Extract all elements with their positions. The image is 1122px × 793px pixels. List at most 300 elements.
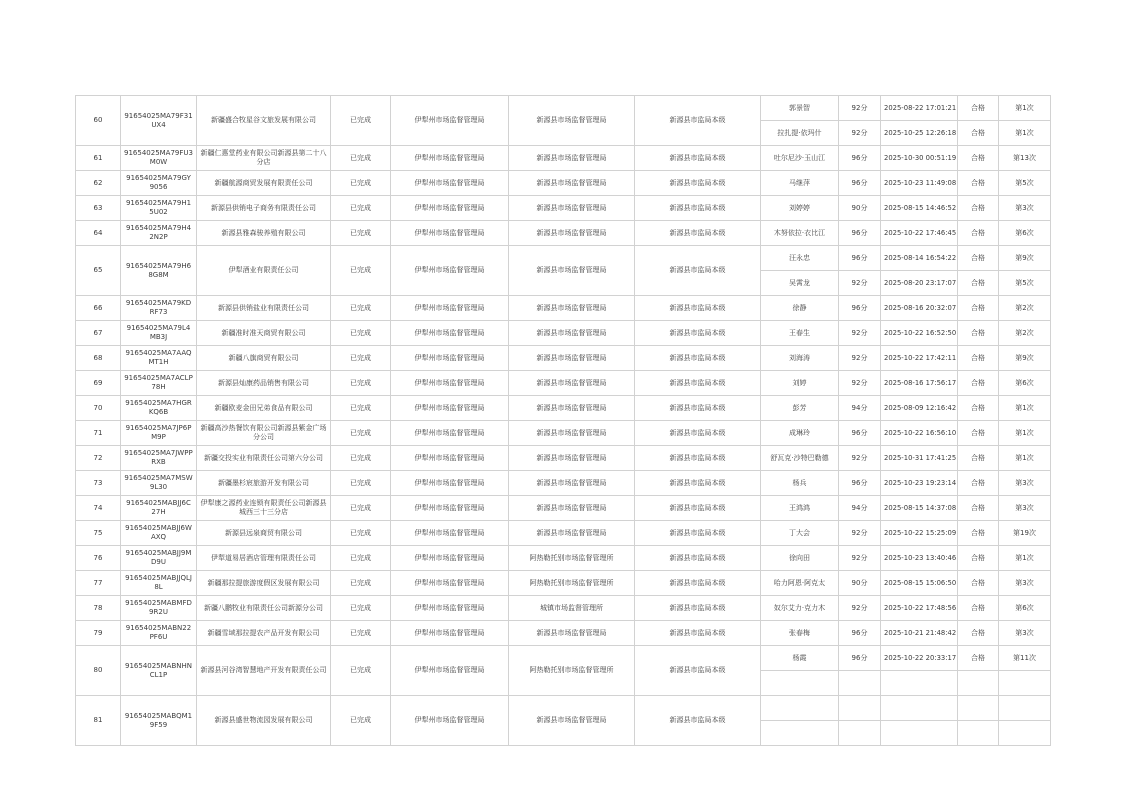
cell-inspector-name: 徐静 (761, 296, 839, 321)
cell-score: 92分 (839, 121, 881, 146)
cell-status: 已完成 (331, 421, 391, 446)
cell-inspector-name: 舒瓦克·沙特巴勒德 (761, 446, 839, 471)
cell-status: 已完成 (331, 571, 391, 596)
cell-score: 92分 (839, 321, 881, 346)
cell-times: 第9次 (999, 346, 1051, 371)
cell-row-no: 80 (76, 646, 121, 696)
cell-city-bureau: 伊犁州市场监督管理局 (391, 646, 509, 696)
cell-row-no: 79 (76, 621, 121, 646)
cell-result: 合格 (958, 296, 999, 321)
cell-score: 96分 (839, 646, 881, 671)
cell-row-no: 77 (76, 571, 121, 596)
cell-score: 90分 (839, 571, 881, 596)
cell-row-no: 66 (76, 296, 121, 321)
cell-times: 第11次 (999, 646, 1051, 671)
cell-city-bureau: 伊犁州市场监督管理局 (391, 471, 509, 496)
cell-times: 第6次 (999, 596, 1051, 621)
cell-status: 已完成 (331, 521, 391, 546)
cell-company-name: 新疆仁惠堂药业有限公司新源县第二十八分店 (197, 146, 331, 171)
cell-date: 2025-10-22 16:52:50 (881, 321, 958, 346)
cell-score: 92分 (839, 546, 881, 571)
cell-inspector-name: 汪永忠 (761, 246, 839, 271)
cell-score: 92分 (839, 596, 881, 621)
cell-level-bureau: 新源县市监局本级 (635, 146, 761, 171)
table-row (76, 696, 1051, 721)
cell-date (881, 696, 958, 721)
table-row (76, 621, 1051, 646)
cell-date: 2025-10-22 15:25:09 (881, 521, 958, 546)
cell-inspector-name: 奴尔艾力·克力木 (761, 596, 839, 621)
cell-row-no: 74 (76, 496, 121, 521)
cell-date: 2025-10-25 12:26:18 (881, 121, 958, 146)
cell-company-name: 新源县雅森骏养殖有限公司 (197, 221, 331, 246)
cell-credit-code: 91654025MA79F31UX4 (121, 96, 197, 146)
cell-date: 2025-10-23 13:40:46 (881, 546, 958, 571)
cell-level-bureau: 新源县市监局本级 (635, 571, 761, 596)
cell-times: 第19次 (999, 521, 1051, 546)
cell-level-bureau: 新源县市监局本级 (635, 521, 761, 546)
cell-status: 已完成 (331, 546, 391, 571)
cell-company-name: 新源县供销盐业有限责任公司 (197, 296, 331, 321)
cell-row-no: 76 (76, 546, 121, 571)
cell-score: 92分 (839, 521, 881, 546)
cell-result: 合格 (958, 496, 999, 521)
cell-company-name: 新疆那拉提旅游度假区发展有限公司 (197, 571, 331, 596)
table-row (76, 546, 1051, 571)
cell-company-name: 新疆八旗商贸有限公司 (197, 346, 331, 371)
cell-county-bureau: 阿热勒托别市场监督管理所 (509, 546, 635, 571)
cell-times: 第3次 (999, 196, 1051, 221)
cell-credit-code: 91654025MA79H15U02 (121, 196, 197, 221)
table-row (76, 321, 1051, 346)
cell-score (839, 671, 881, 696)
cell-score: 96分 (839, 171, 881, 196)
cell-row-no: 70 (76, 396, 121, 421)
cell-level-bureau: 新源县市监局本级 (635, 471, 761, 496)
cell-date: 2025-10-21 21:48:42 (881, 621, 958, 646)
cell-credit-code: 91654025MA79L4MB3J (121, 321, 197, 346)
cell-status: 已完成 (331, 196, 391, 221)
cell-city-bureau: 伊犁州市场监督管理局 (391, 621, 509, 646)
cell-county-bureau: 新源县市场监督管理局 (509, 421, 635, 446)
cell-result: 合格 (958, 646, 999, 671)
cell-row-no: 63 (76, 196, 121, 221)
cell-credit-code: 91654025MA79H42N2P (121, 221, 197, 246)
cell-times: 第3次 (999, 571, 1051, 596)
table-row (76, 196, 1051, 221)
cell-county-bureau: 新源县市场监督管理局 (509, 96, 635, 146)
cell-date: 2025-10-22 17:48:56 (881, 596, 958, 621)
report-page-clip (75, 95, 1052, 729)
cell-date: 2025-10-23 19:23:14 (881, 471, 958, 496)
cell-row-no: 73 (76, 471, 121, 496)
cell-county-bureau: 新源县市场监督管理局 (509, 496, 635, 521)
cell-level-bureau: 新源县市监局本级 (635, 396, 761, 421)
cell-city-bureau: 伊犁州市场监督管理局 (391, 371, 509, 396)
cell-inspector-name (761, 671, 839, 696)
cell-status: 已完成 (331, 346, 391, 371)
cell-level-bureau: 新源县市监局本级 (635, 696, 761, 746)
cell-status: 已完成 (331, 696, 391, 746)
cell-county-bureau: 阿热勒托别市场监督管理所 (509, 571, 635, 596)
inspection-table (75, 95, 1051, 746)
cell-date: 2025-08-15 14:37:08 (881, 496, 958, 521)
cell-date: 2025-08-22 17:01:21 (881, 96, 958, 121)
cell-row-no: 64 (76, 221, 121, 246)
cell-result: 合格 (958, 121, 999, 146)
cell-county-bureau: 新源县市场监督管理局 (509, 171, 635, 196)
table-row (76, 521, 1051, 546)
cell-company-name: 新疆八鹏牧业有限责任公司新源分公司 (197, 596, 331, 621)
cell-level-bureau: 新源县市监局本级 (635, 96, 761, 146)
table-row (76, 221, 1051, 246)
cell-row-no: 75 (76, 521, 121, 546)
cell-result: 合格 (958, 246, 999, 271)
cell-city-bureau: 伊犁州市场监督管理局 (391, 146, 509, 171)
cell-city-bureau: 伊犁州市场监督管理局 (391, 396, 509, 421)
cell-city-bureau: 伊犁州市场监督管理局 (391, 321, 509, 346)
cell-times: 第5次 (999, 271, 1051, 296)
cell-company-name: 新疆航源商贸发展有限责任公司 (197, 171, 331, 196)
cell-date: 2025-08-14 16:54:22 (881, 246, 958, 271)
cell-result: 合格 (958, 171, 999, 196)
cell-date: 2025-10-23 11:49:08 (881, 171, 958, 196)
cell-company-name: 新源县供销电子商务有限责任公司 (197, 196, 331, 221)
cell-date: 2025-08-16 17:56:17 (881, 371, 958, 396)
cell-level-bureau: 新源县市监局本级 (635, 421, 761, 446)
cell-inspector-name: 马继萍 (761, 171, 839, 196)
cell-date: 2025-10-31 17:41:25 (881, 446, 958, 471)
cell-credit-code: 91654025MABJJQLJ8L (121, 571, 197, 596)
cell-times: 第5次 (999, 171, 1051, 196)
cell-row-no: 71 (76, 421, 121, 446)
cell-county-bureau: 新源县市场监督管理局 (509, 471, 635, 496)
cell-result: 合格 (958, 146, 999, 171)
cell-times: 第2次 (999, 296, 1051, 321)
cell-times: 第1次 (999, 546, 1051, 571)
table-row (76, 596, 1051, 621)
cell-credit-code: 91654025MA7ACLP78H (121, 371, 197, 396)
cell-date: 2025-08-09 12:16:42 (881, 396, 958, 421)
cell-row-no: 62 (76, 171, 121, 196)
cell-score: 96分 (839, 421, 881, 446)
cell-date: 2025-10-30 00:51:19 (881, 146, 958, 171)
cell-result: 合格 (958, 371, 999, 396)
cell-times: 第13次 (999, 146, 1051, 171)
cell-level-bureau: 新源县市监局本级 (635, 296, 761, 321)
cell-inspector-name: 刘婷 (761, 371, 839, 396)
cell-times: 第1次 (999, 96, 1051, 121)
cell-company-name: 新源县盛世物流园发展有限公司 (197, 696, 331, 746)
cell-county-bureau: 新源县市场监督管理局 (509, 371, 635, 396)
table-row (76, 171, 1051, 196)
table-row (76, 246, 1051, 271)
cell-inspector-name: 彭芳 (761, 396, 839, 421)
cell-score: 92分 (839, 346, 881, 371)
cell-status: 已完成 (331, 171, 391, 196)
cell-times: 第9次 (999, 246, 1051, 271)
cell-company-name: 新源县灿康药品销售有限公司 (197, 371, 331, 396)
cell-county-bureau: 新源县市场监督管理局 (509, 196, 635, 221)
cell-score: 96分 (839, 296, 881, 321)
cell-city-bureau: 伊犁州市场监督管理局 (391, 296, 509, 321)
cell-level-bureau: 新源县市监局本级 (635, 196, 761, 221)
cell-company-name: 新疆墨杉宸旅游开发有限公司 (197, 471, 331, 496)
cell-result: 合格 (958, 621, 999, 646)
cell-times: 第3次 (999, 621, 1051, 646)
table-row (76, 496, 1051, 521)
cell-level-bureau: 新源县市监局本级 (635, 621, 761, 646)
cell-inspector-name: 徐向田 (761, 546, 839, 571)
cell-company-name: 伊犁康之源药业连锁有限责任公司新源县城西三十三分店 (197, 496, 331, 521)
cell-score: 94分 (839, 496, 881, 521)
cell-date: 2025-08-15 15:06:50 (881, 571, 958, 596)
cell-status: 已完成 (331, 496, 391, 521)
cell-status: 已完成 (331, 596, 391, 621)
cell-empty (881, 721, 958, 746)
cell-inspector-name: 王鸿鸿 (761, 496, 839, 521)
cell-county-bureau: 新源县市场监督管理局 (509, 221, 635, 246)
cell-inspector-name: 王春生 (761, 321, 839, 346)
cell-city-bureau: 伊犁州市场监督管理局 (391, 421, 509, 446)
cell-county-bureau: 新源县市场监督管理局 (509, 146, 635, 171)
cell-score: 92分 (839, 446, 881, 471)
cell-county-bureau: 新源县市场监督管理局 (509, 521, 635, 546)
cell-credit-code: 91654025MA79KDRF73 (121, 296, 197, 321)
cell-level-bureau: 新源县市监局本级 (635, 321, 761, 346)
cell-empty (761, 721, 839, 746)
cell-date: 2025-10-22 17:42:11 (881, 346, 958, 371)
cell-date: 2025-10-22 17:46:45 (881, 221, 958, 246)
cell-times: 第1次 (999, 396, 1051, 421)
cell-empty (999, 721, 1051, 746)
cell-credit-code: 91654025MA79FU3M0W (121, 146, 197, 171)
cell-credit-code: 91654025MABJJ9MD9U (121, 546, 197, 571)
cell-level-bureau: 新源县市监局本级 (635, 346, 761, 371)
cell-county-bureau: 新源县市场监督管理局 (509, 296, 635, 321)
cell-status: 已完成 (331, 296, 391, 321)
cell-city-bureau: 伊犁州市场监督管理局 (391, 521, 509, 546)
cell-result: 合格 (958, 96, 999, 121)
cell-score: 92分 (839, 371, 881, 396)
cell-level-bureau: 新源县市监局本级 (635, 246, 761, 296)
cell-row-no: 65 (76, 246, 121, 296)
cell-credit-code: 91654025MABJJ6C27H (121, 496, 197, 521)
cell-level-bureau: 新源县市监局本级 (635, 646, 761, 696)
cell-inspector-name: 刘婷婷 (761, 196, 839, 221)
cell-county-bureau: 城镇市场监督管理所 (509, 596, 635, 621)
cell-city-bureau: 伊犁州市场监督管理局 (391, 196, 509, 221)
cell-score: 90分 (839, 196, 881, 221)
cell-county-bureau: 新源县市场监督管理局 (509, 621, 635, 646)
cell-inspector-name: 拉扎提·依玛什 (761, 121, 839, 146)
cell-score: 96分 (839, 621, 881, 646)
cell-inspector-name: 吐尔尼沙·玉山江 (761, 146, 839, 171)
cell-result: 合格 (958, 396, 999, 421)
cell-status: 已完成 (331, 471, 391, 496)
cell-level-bureau: 新源县市监局本级 (635, 446, 761, 471)
cell-inspector-name: 杨霞 (761, 646, 839, 671)
cell-county-bureau: 阿热勒托别市场监督管理所 (509, 646, 635, 696)
cell-result: 合格 (958, 346, 999, 371)
cell-score: 94分 (839, 396, 881, 421)
table-row (76, 421, 1051, 446)
cell-credit-code: 91654025MA7JWPPRXB (121, 446, 197, 471)
cell-city-bureau: 伊犁州市场监督管理局 (391, 596, 509, 621)
cell-county-bureau: 新源县市场监督管理局 (509, 346, 635, 371)
cell-empty (839, 721, 881, 746)
table-row (76, 471, 1051, 496)
cell-score: 96分 (839, 246, 881, 271)
cell-date: 2025-08-15 14:46:52 (881, 196, 958, 221)
cell-inspector-name: 张春梅 (761, 621, 839, 646)
table-row (76, 146, 1051, 171)
cell-result: 合格 (958, 321, 999, 346)
cell-credit-code: 91654025MA7HGRKQ6B (121, 396, 197, 421)
cell-date (881, 671, 958, 696)
cell-credit-code: 91654025MABQM19F59 (121, 696, 197, 746)
cell-times: 第1次 (999, 421, 1051, 446)
cell-result (958, 696, 999, 721)
cell-credit-code: 91654025MA7AAQMT1H (121, 346, 197, 371)
table-row (76, 371, 1051, 396)
cell-status: 已完成 (331, 621, 391, 646)
cell-inspector-name: 杨兵 (761, 471, 839, 496)
cell-score: 96分 (839, 221, 881, 246)
cell-inspector-name: 刘海涛 (761, 346, 839, 371)
cell-times: 第3次 (999, 471, 1051, 496)
cell-city-bureau: 伊犁州市场监督管理局 (391, 571, 509, 596)
cell-result: 合格 (958, 571, 999, 596)
cell-credit-code: 91654025MABJJ6WAXQ (121, 521, 197, 546)
cell-credit-code: 91654025MABMFD9R2U (121, 596, 197, 621)
cell-credit-code: 91654025MA79GY9056 (121, 171, 197, 196)
cell-level-bureau: 新源县市监局本级 (635, 221, 761, 246)
table-row (76, 446, 1051, 471)
cell-inspector-name: 木努依拉·衣比江 (761, 221, 839, 246)
cell-status: 已完成 (331, 396, 391, 421)
cell-result: 合格 (958, 271, 999, 296)
cell-credit-code: 91654025MABNHNCL1P (121, 646, 197, 696)
cell-date: 2025-08-16 20:32:07 (881, 296, 958, 321)
cell-level-bureau: 新源县市监局本级 (635, 546, 761, 571)
cell-inspector-name: 成琳玲 (761, 421, 839, 446)
cell-level-bureau: 新源县市监局本级 (635, 371, 761, 396)
table-row (76, 346, 1051, 371)
cell-times: 第6次 (999, 371, 1051, 396)
cell-inspector-name: 丁大会 (761, 521, 839, 546)
cell-date: 2025-10-22 20:33:17 (881, 646, 958, 671)
cell-company-name: 伊犁道易居酒店管理有限责任公司 (197, 546, 331, 571)
cell-row-no: 72 (76, 446, 121, 471)
cell-times (999, 696, 1051, 721)
cell-company-name: 新疆准时准天商贸有限公司 (197, 321, 331, 346)
cell-times (999, 671, 1051, 696)
cell-city-bureau: 伊犁州市场监督管理局 (391, 446, 509, 471)
cell-status: 已完成 (331, 246, 391, 296)
cell-inspector-name: 郭景智 (761, 96, 839, 121)
cell-city-bureau: 伊犁州市场监督管理局 (391, 171, 509, 196)
cell-status: 已完成 (331, 646, 391, 696)
cell-result: 合格 (958, 596, 999, 621)
cell-city-bureau: 伊犁州市场监督管理局 (391, 496, 509, 521)
cell-times: 第1次 (999, 121, 1051, 146)
cell-row-no: 78 (76, 596, 121, 621)
cell-county-bureau: 新源县市场监督管理局 (509, 446, 635, 471)
cell-county-bureau: 新源县市场监督管理局 (509, 396, 635, 421)
cell-credit-code: 91654025MA7JP6PM9P (121, 421, 197, 446)
cell-city-bureau: 伊犁州市场监督管理局 (391, 696, 509, 746)
cell-row-no: 60 (76, 96, 121, 146)
cell-inspector-name: 吴霄龙 (761, 271, 839, 296)
cell-row-no: 69 (76, 371, 121, 396)
cell-status: 已完成 (331, 146, 391, 171)
cell-score (839, 696, 881, 721)
cell-credit-code: 91654025MABN22PF6U (121, 621, 197, 646)
cell-result: 合格 (958, 196, 999, 221)
cell-status: 已完成 (331, 371, 391, 396)
cell-result: 合格 (958, 521, 999, 546)
cell-county-bureau: 新源县市场监督管理局 (509, 246, 635, 296)
cell-times: 第3次 (999, 496, 1051, 521)
cell-result: 合格 (958, 471, 999, 496)
cell-county-bureau: 新源县市场监督管理局 (509, 696, 635, 746)
cell-city-bureau: 伊犁州市场监督管理局 (391, 246, 509, 296)
cell-row-no: 68 (76, 346, 121, 371)
cell-company-name: 新源县远泉商贸有限公司 (197, 521, 331, 546)
cell-company-name: 新源县河谷湾智慧地产开发有限责任公司 (197, 646, 331, 696)
cell-company-name: 新疆交投实业有限责任公司第六分公司 (197, 446, 331, 471)
cell-city-bureau: 伊犁州市场监督管理局 (391, 346, 509, 371)
cell-times: 第2次 (999, 321, 1051, 346)
cell-times: 第1次 (999, 446, 1051, 471)
cell-level-bureau: 新源县市监局本级 (635, 596, 761, 621)
table-row (76, 96, 1051, 121)
table-row (76, 396, 1051, 421)
cell-empty (958, 721, 999, 746)
cell-company-name: 新疆欧麦金田兄弟食品有限公司 (197, 396, 331, 421)
table-row (76, 296, 1051, 321)
cell-credit-code: 91654025MA7MSW9L30 (121, 471, 197, 496)
cell-result: 合格 (958, 421, 999, 446)
cell-city-bureau: 伊犁州市场监督管理局 (391, 96, 509, 146)
cell-company-name: 新疆雪域那拉提农产品开发有限公司 (197, 621, 331, 646)
cell-date: 2025-08-20 23:17:07 (881, 271, 958, 296)
cell-inspector-name (761, 696, 839, 721)
cell-result: 合格 (958, 546, 999, 571)
cell-county-bureau: 新源县市场监督管理局 (509, 321, 635, 346)
cell-row-no: 67 (76, 321, 121, 346)
cell-company-name: 伊犁酒业有限责任公司 (197, 246, 331, 296)
cell-score: 92分 (839, 96, 881, 121)
cell-company-name: 新疆盛合牧星谷文旅发展有限公司 (197, 96, 331, 146)
cell-result: 合格 (958, 221, 999, 246)
cell-times: 第6次 (999, 221, 1051, 246)
cell-city-bureau: 伊犁州市场监督管理局 (391, 221, 509, 246)
cell-city-bureau: 伊犁州市场监督管理局 (391, 546, 509, 571)
cell-status: 已完成 (331, 446, 391, 471)
cell-row-no: 81 (76, 696, 121, 746)
cell-level-bureau: 新源县市监局本级 (635, 496, 761, 521)
table-row (76, 646, 1051, 671)
cell-score: 96分 (839, 471, 881, 496)
cell-score: 96分 (839, 146, 881, 171)
table-row (76, 571, 1051, 596)
cell-date: 2025-10-22 16:56:10 (881, 421, 958, 446)
cell-company-name: 新疆高沙热餐饮有限公司新源县紫金广场分公司 (197, 421, 331, 446)
cell-status: 已完成 (331, 321, 391, 346)
cell-row-no: 61 (76, 146, 121, 171)
